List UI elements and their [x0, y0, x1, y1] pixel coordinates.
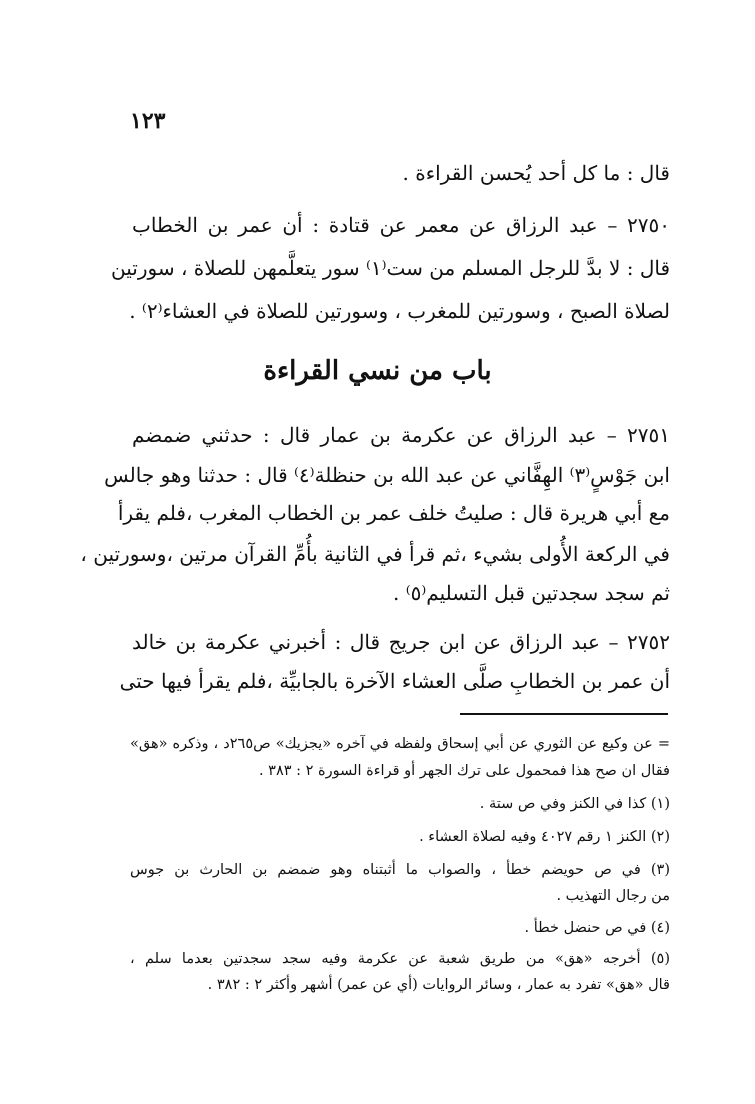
- footnote-3: (٣) في ص حويضم خطأ ، والصواب ما أثبتناه وهو ضمضم بن الحارث بن جوس: [130, 862, 670, 878]
- section-title: باب من نسي القراءة: [263, 356, 492, 386]
- footnote-2: (٢) الكنز ١ رقم ٤٠٢٧ وفيه لصلاة العشاء .: [419, 829, 670, 845]
- footnote-1: (١) كذا في الكنز وفي ص ستة .: [479, 796, 670, 812]
- text-line: قال : ما كل أحد يُحسن القراءة .: [402, 161, 670, 185]
- hadith-2752-line-1: ٢٧٥٢ – عبد الرزاق عن ابن جريج قال : أخبرني عكرمة بن خالد: [132, 630, 670, 654]
- footnote-line: فقال ان صح هذا فمحمول على ترك الجهر أو قراءة السورة ٢ : ٣٨٣ .: [258, 763, 670, 779]
- hadith-2751-line-5: ثم سجد سجدتين قبل التسليم⁽٥⁾ .: [392, 581, 670, 605]
- hadith-2750-line-3: لصلاة الصبح ، وسورتين للمغرب ، وسورتين للصلاة في العشاء⁽٢⁾ .: [129, 299, 670, 323]
- footnote-4: (٤) في ص حنضل خطأ .: [524, 920, 670, 936]
- footnote-line: = عن وكيع عن الثوري عن أبي إسحاق ولفظه في آخره «يجزيك» ص٢٦٥د ، وذكره «هق»: [130, 736, 670, 752]
- footnote-divider: [460, 713, 668, 715]
- footnote-3-continued: من رجال التهذيب .: [556, 888, 670, 904]
- footnote-5-continued: قال «هق» تفرد به عمار ، وسائر الروايات (أي عن عمر) أشهر وأكثر ٢ : ٣٨٢ .: [207, 977, 670, 993]
- hadith-2750-line-2: قال : لا بدَّ للرجل المسلم من ست⁽١⁾ سور يتعلَّمهن للصلاة ، سورتين: [111, 256, 670, 280]
- hadith-2751-line-3: مع أبي هريرة قال : صليتُ خلف عمر بن الخطاب المغرب ،فلم يقرأ: [117, 501, 670, 525]
- page-number: ١٢٣: [130, 108, 166, 134]
- hadith-2752-line-2: أن عمر بن الخطابِ صلَّى العشاء الآخرة بالجابيِّة ،فلم يقرأ فيها حتى: [119, 669, 670, 693]
- hadith-2750-line-1: ٢٧٥٠ – عبد الرزاق عن معمر عن قتادة : أن عمر بن الخطاب: [132, 213, 670, 237]
- hadith-2751-line-1: ٢٧٥١ – عبد الرزاق عن عكرمة بن عمار قال : حدثني ضمضم: [132, 423, 670, 447]
- hadith-2751-line-2: ابن جَوْسٍ⁽٣⁾ الهِفَّاني عن عبد الله بن حنظلة⁽٤⁾ قال : حدثنا وهو جالس: [104, 463, 670, 487]
- hadith-2751-line-4: في الركعة الأُولى بشيء ،ثم قرأ في الثانية بأُمِّ القرآن مرتين ،وسورتين ،: [80, 542, 670, 566]
- footnote-5: (٥) أخرجه «هق» من طريق شعبة عن عكرمة وفيه سجد سجدتين بعدما سلم ،: [130, 951, 670, 967]
